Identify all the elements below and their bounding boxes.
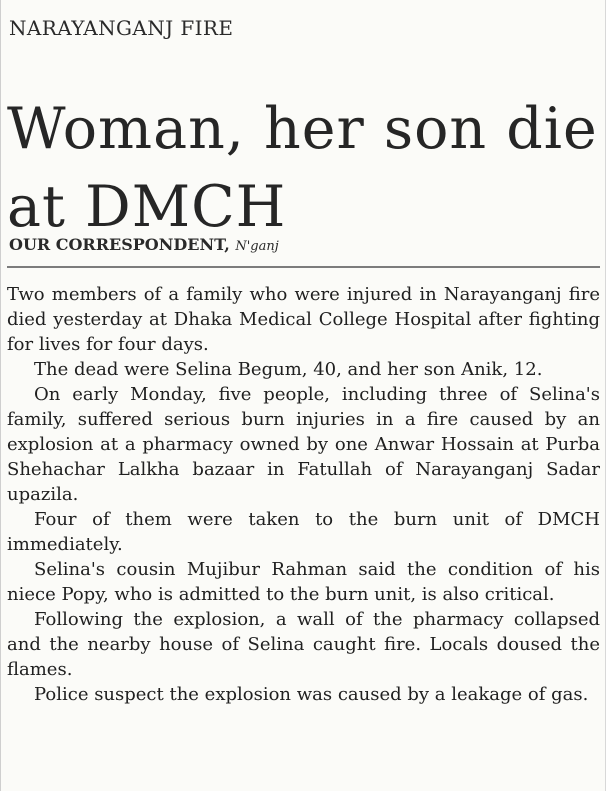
article-paragraph-4: Four of them were taken to the burn unit of DMCH immediately. bbox=[7, 509, 600, 555]
article-paragraph-1: Two members of a family who were injured in Narayanganj fire died yesterday at Dhaka Medical College Hospital after fighting for lives for four days. bbox=[7, 284, 600, 355]
byline-divider bbox=[7, 266, 600, 268]
article-paragraph-2: The dead were Selina Begum, 40, and her son Anik, 12. bbox=[34, 359, 543, 380]
byline-place: N'ganj bbox=[235, 239, 279, 254]
byline-author: OUR CORRESPONDENT, bbox=[9, 235, 230, 254]
article-paragraph-7: Police suspect the explosion was caused by a leakage of gas. bbox=[34, 684, 589, 705]
article-body bbox=[7, 282, 600, 707]
article-paragraph-3: On early Monday, five people, including three of Selina's family, suffered serious burn injuries in a fire caused by an explosion at a pharmacy owned by one Anwar Hossain at Purba Shehachar Lalkha bazaar in Fatullah of Narayanganj Sadar upazila. bbox=[7, 384, 600, 505]
article-headline: Woman, her son die at DMCH bbox=[7, 96, 598, 241]
section-kicker: NARAYANGANJ FIRE bbox=[9, 16, 234, 40]
article-paragraph-6: Following the explosion, a wall of the pharmacy collapsed and the nearby house of Selina caught fire. Locals doused the flames. bbox=[7, 609, 600, 680]
article-byline bbox=[9, 235, 279, 254]
article-paragraph-5: Selina's cousin Mujibur Rahman said the condition of his niece Popy, who is admitted to the burn unit, is also critical. bbox=[7, 559, 600, 605]
